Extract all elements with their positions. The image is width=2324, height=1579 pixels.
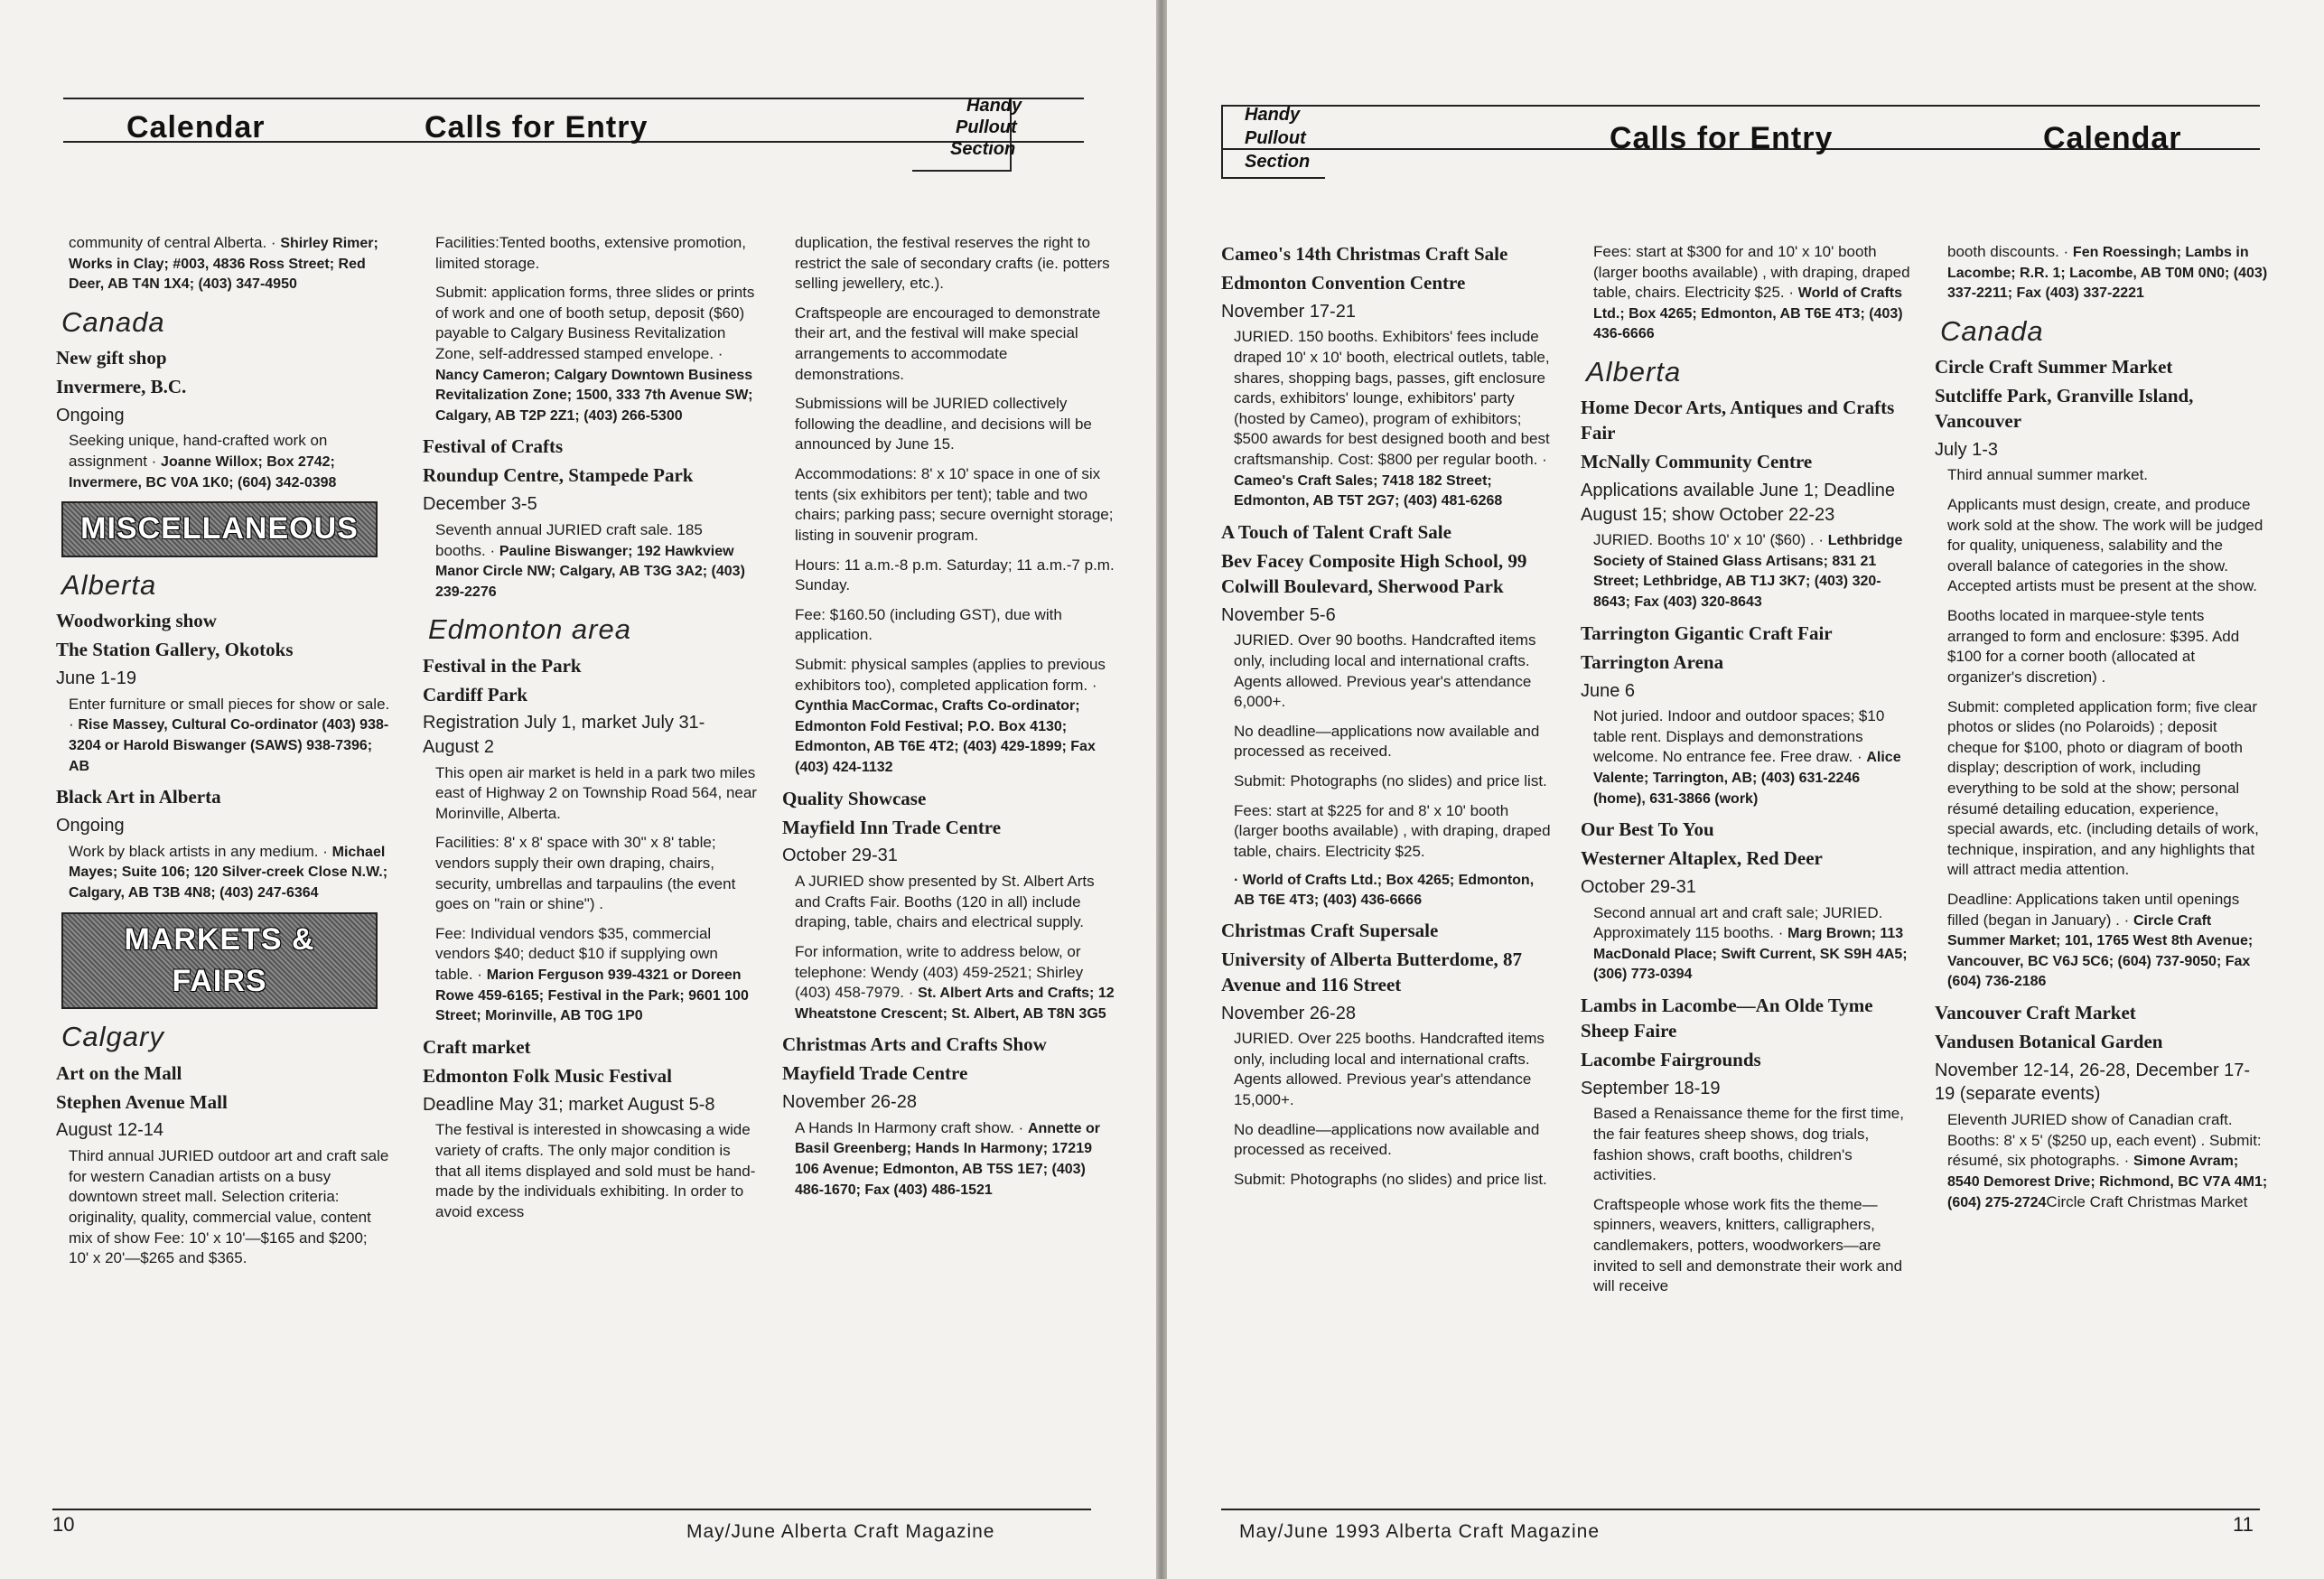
right-column-1 (1221, 242, 1555, 1200)
event-title: Cameo's 14th Christmas Craft Sale (1221, 243, 1508, 265)
footer-rule (52, 1509, 1091, 1510)
event-title: Our Best To You (1581, 818, 1714, 841)
event-body: Booths located in marquee-style tents arranged to form and enclosure: $395. Add $100 for a corner booth (allocated at organizer's discretion) . (1947, 607, 2240, 686)
event-body: Second annual art and craft sale; JURIED. Approximately 115 booths. · Marg Brown; 113 MacDonald Place; Swift Current, SK S9H 4A5; (306) 773-0394 (1593, 903, 1908, 983)
footer-text: May/June Alberta Craft Magazine (686, 1521, 995, 1542)
section-canada: Canada (1940, 314, 2044, 347)
section-canada: Canada (61, 305, 165, 338)
pullout-label: Pullout (1245, 128, 1306, 148)
event-title: Craft market (423, 1035, 531, 1058)
event-place: Tarrington Arena (1581, 650, 1724, 673)
right-page (1167, 0, 2324, 1579)
page-number: 10 (52, 1513, 75, 1536)
event-date: June 6 (1581, 680, 1636, 701)
paragraph: Craftspeople are encouraged to demonstrate their art, and the festival will make special arrangements to accommodate demonstrations. (795, 304, 1101, 383)
paragraph: Facilities:Tented booths, extensive promotion, limited storage. (435, 234, 746, 272)
left-column-3 (782, 233, 1116, 1209)
event-body: No deadline—applications now available and processed as received. (1234, 1120, 1540, 1159)
event-title: Vancouver Craft Market (1935, 1002, 2136, 1024)
event-body: Fee: Individual vendors $35, commercial vendors $40; deduct $10 if supplying own table. · Marion Ferguson 939-4321 or Doreen Rowe 459-6165; Festival in the Park; 9601 100 Street; Morinville, AB T0G 1P0 (435, 924, 749, 1024)
section-label: Section (950, 139, 1016, 159)
right-column-3 (1935, 242, 2269, 1221)
event-title: Home Decor Arts, Antiques and Crafts Fair (1581, 397, 1895, 444)
event-date: Ongoing (56, 405, 125, 425)
left-page (0, 0, 1156, 1579)
event-body: A Hands In Harmony craft show. · Annette or Basil Greenberg; Hands In Harmony; 17219 106 Avenue; Edmonton, AB T5S 1E7; (403) 486-1670; Fax (403) 486-1521 (795, 1118, 1100, 1198)
event-body: Submit: Photographs (no slides) and price list. (1234, 771, 1547, 790)
event-title: Festival in the Park (423, 654, 582, 677)
banner-miscellaneous: MISCELLANEOUS (61, 501, 378, 557)
right-header (1221, 89, 2260, 179)
event-body: JURIED. Over 225 booths. Handcrafted items only, including local and international crafts. Agents allowed. Previous year's attendance 15,000+. (1234, 1030, 1545, 1109)
paragraph: Fees: start at $300 for and 10' x 10' booth (larger booths available) , with draping, draped table, chairs. Electricity $25. · World of Crafts Ltd.; Box 4265; Edmonton, AB T6E 4T3; (403) 436-6666 (1593, 243, 1910, 342)
event-place: McNally Community Centre (1581, 451, 1813, 473)
paragraph: booth discounts. · Fen Roessingh; Lambs in Lacombe; R.R. 1; Lacombe, AB T0M 0N0; (403) 337-2211; Fax (403) 337-2221 (1947, 243, 2268, 302)
event-place: Edmonton Folk Music Festival (423, 1064, 672, 1087)
event-place: Bev Facey Composite High School, 99 Colwill Boulevard, Sherwood Park (1221, 549, 1527, 597)
event-place: Cardiff Park (423, 683, 528, 705)
event-body: Submit: completed application form; five clear photos or slides (no Polaroids) ; deposit cheque for $100, photo or diagram of booth display; description of work, including everything to be sold at the show; personal résumé detailing education, experience, special awards, etc. (including details of work, technique, inspiration, and any highlights that will attract media attention. (1947, 697, 2259, 879)
paragraph: Accommodations: 8' x 10' space in one of six tents (six exhibitors per tent); table and two chairs; parking pass; secure overnight storage; listing in souvenir program. (795, 465, 1114, 544)
event-contact: · World of Crafts Ltd.; Box 4265; Edmonton, AB T6E 4T3; (403) 436-6666 (1234, 873, 1535, 908)
calendar-heading: Calendar (2043, 121, 2182, 155)
event-place: Lacombe Fairgrounds (1581, 1048, 1761, 1070)
event-title: A Touch of Talent Craft Sale (1221, 520, 1451, 543)
event-body: For information, write to address below, or telephone: Wendy (403) 459-2521; Shirley (403) 458-7979. · St. Albert Arts and Crafts; 12 Wheatstone Crescent; St. Albert, AB T8N 3G5 (795, 942, 1115, 1022)
event-body: Third annual summer market. (1947, 466, 2149, 484)
pullout-label: Pullout (956, 117, 1017, 137)
event-date: November 26-28 (1221, 1003, 1356, 1023)
event-title: Woodworking show (56, 610, 217, 632)
event-title: Christmas Craft Supersale (1221, 919, 1439, 941)
section-calgary: Calgary (61, 1021, 164, 1053)
event-body: Eleventh JURIED show of Canadian craft. Booths: 8' x 5' ($250 up, each event) . Submit: résumé, six photographs. · Simone Avram; 8540 Demorest Drive; Richmond, BC V7A 4M1; (604) 275-2724Circle Craft Christmas Market (1947, 1111, 2268, 1210)
event-title: Lambs in Lacombe—An Olde Tyme Sheep Faire (1581, 995, 1873, 1042)
event-date: Registration July 1, market July 31-August 2 (423, 713, 705, 758)
event-body: Based a Renaissance theme for the first time, the fair features sheep shows, dog trials, fashion shows, craft booths, children's activities. (1593, 1105, 1904, 1184)
event-title: Circle Craft Summer Market (1935, 356, 2173, 378)
event-body: Submit: Photographs (no slides) and price list. (1234, 1170, 1547, 1188)
footer-text: May/June 1993 Alberta Craft Magazine (1239, 1521, 1601, 1542)
event-date: Deadline May 31; market August 5-8 (423, 1094, 715, 1115)
left-column-1 (56, 233, 390, 1278)
event-place: Vandusen Botanical Garden (1935, 1030, 2163, 1052)
event-body: Enter furniture or small pieces for show or sale. · Rise Massey, Cultural Co-ordinator (403) 938-3204 or Harold Biswanger (SAWS) 938-7396; AB (69, 695, 390, 774)
event-body: No deadline—applications now available and processed as received. (1234, 722, 1540, 761)
paragraph: Submit: physical samples (applies to previous exhibitors too), completed application form. · Cynthia MacCormac, Crafts Co-ordinator; Edmonton Fold Festival; P.O. Box 4130; Edmonton, AB T6E 4T2; (403) 429-1899; Fax (403) 424-1132 (795, 655, 1106, 776)
event-place: Mayfield Trade Centre (782, 1062, 968, 1085)
event-date: November 5-6 (1221, 604, 1336, 625)
footer-rule (1221, 1509, 2260, 1510)
calls-for-entry-heading: Calls for Entry (1610, 121, 1834, 155)
event-date: June 1-19 (56, 668, 136, 689)
calls-for-entry-heading: Calls for Entry (425, 110, 649, 145)
event-date: November 26-28 (782, 1092, 917, 1113)
event-body: Not juried. Indoor and outdoor spaces; $10 table rent. Displays and demonstrations welcome. No entrance fee. Free draw. · Alice Valente; Tarrington, AB; (403) 631-2246 (home), 631-3866 (work) (1593, 707, 1901, 807)
section-alberta: Alberta (61, 569, 157, 602)
event-place: Roundup Centre, Stampede Park (423, 464, 694, 487)
intro-text: community of central Alberta. · Shirley Rimer; Works in Clay; #003, 4836 Ross Street; Red Deer, AB T4N 1X4; (403) 347-4950 (69, 234, 378, 293)
paragraph: Submissions will be JURIED collectively following the deadline, and decisions will be announced by June 15. (795, 395, 1092, 453)
section-edmonton: Edmonton area (428, 613, 631, 646)
paragraph: Submit: application forms, three slides or prints of work and one of booth setup, deposit ($60) payable to Calgary Business Revitalization Zone, self-addressed stamped envelope. · Nancy Cameron; Calgary Downtown Business Revitalization Zone; 1500, 333 7th Avenue SW; Calgary, AB T2P 2Z1; (403) 266-5300 (435, 284, 755, 424)
handy-label: Handy (1245, 105, 1301, 125)
event-date: September 18-19 (1581, 1078, 1721, 1098)
event-date: Ongoing (56, 816, 125, 836)
event-place: Edmonton Convention Centre (1221, 271, 1466, 294)
event-body: Seeking unique, hand-crafted work on assignment · Joanne Willox; Box 2742; Invermere, BC V0A 1K0; (604) 342-0398 (69, 432, 337, 491)
event-date: October 29-31 (1581, 876, 1696, 897)
event-date: November 17-21 (1221, 301, 1356, 322)
event-body: Deadline: Applications taken until openings filled (began in January) . · Circle Craft Summer Market; 101, 1765 West 8th Avenue; Vancouver, BC V6J 5C6; (604) 737-9050; Fax (604) 736-2186 (1947, 890, 2254, 990)
event-body: Seventh annual JURIED craft sale. 185 booths. · Pauline Biswanger; 192 Hawkview Manor Circle NW; Calgary, AB T3G 3A2; (403) 239-2276 (435, 520, 745, 600)
event-place: Mayfield Inn Trade Centre (782, 816, 1002, 838)
event-date: August 12-14 (56, 1120, 163, 1141)
left-header (63, 89, 1084, 179)
paragraph: Hours: 11 a.m.-8 p.m. Saturday; 11 a.m.-7 p.m. Sunday. (795, 556, 1115, 594)
left-column-2 (423, 233, 757, 1231)
paragraph: duplication, the festival reserves the right to restrict the sale of secondary crafts (ie. potters selling jewellery, etc.). (795, 234, 1110, 293)
event-body: A JURIED show presented by St. Albert Arts and Crafts Fair. Booths (120 in all) include draping, table, chairs and electrical supply. (795, 873, 1095, 931)
section-alberta: Alberta (1586, 356, 1682, 388)
event-date: November 12-14, 26-28, December 17-19 (separate events) (1935, 1060, 2251, 1105)
event-title: New gift shop (56, 347, 167, 369)
header-rule-top (1221, 105, 2260, 107)
event-title: Black Art in Alberta (56, 786, 221, 808)
right-column-2 (1581, 242, 1915, 1306)
page-number: 11 (2233, 1513, 2254, 1536)
event-body: JURIED. 150 booths. Exhibitors' fees include draped 10' x 10' booth, electrical outlets, table, shares, shopping bags, passes, gift enclosure cards, exhibitors' lounge, exhibitors' party (hosted by Cameo), program of exhibitors; $500 awards for best designed booth and best craftsmanship. Cost: $800 per regular booth. · Cameo's Craft Sales; 7418 182 Street; Edmonton, AB T5T 2G7; (403) 481-6268 (1234, 328, 1550, 509)
event-body: The festival is interested in showcasing a wide variety of crafts. The only major condition is that all items displayed and sold must be hand-made by the individuals exhibiting. In order to avoid excess (435, 1121, 756, 1220)
event-title: Festival of Crafts (423, 435, 564, 458)
banner-markets-fairs: MARKETS & FAIRS (61, 912, 378, 1010)
event-title: Tarrington Gigantic Craft Fair (1581, 621, 1833, 644)
event-body: Work by black artists in any medium. · Michael Mayes; Suite 106; 120 Silver-creek Close N.W.; Calgary, AB T3B 4N8; (403) 247-6364 (69, 842, 388, 902)
event-body: Fees: start at $225 for and 8' x 10' booth (larger booths available) , with draping, draped table, chairs. Electricity $25. (1234, 801, 1551, 860)
event-place: The Station Gallery, Okotoks (56, 639, 294, 661)
event-title: Quality Showcase (782, 787, 927, 809)
calendar-heading: Calendar (126, 110, 266, 145)
handy-label: Handy (966, 96, 1022, 116)
event-body: This open air market is held in a park two miles east of Highway 2 on Township Road 564, near Morinville, Alberta. (435, 763, 757, 822)
event-title: Christmas Arts and Crafts Show (782, 1033, 1047, 1056)
event-title: Art on the Mall (56, 1061, 182, 1084)
section-label: Section (1245, 152, 1311, 172)
event-date: July 1-3 (1935, 439, 1999, 460)
event-body: Craftspeople whose work fits the theme—spinners, weavers, knitters, calligraphers, candlemakers, potters, woodworkers—are invited to sell and demonstrate their work and will receive (1593, 1195, 1903, 1295)
event-place: Stephen Avenue Mall (56, 1090, 228, 1113)
event-body: Third annual JURIED outdoor art and craft sale for western Canadian artists on a busy downtown street mall. Selection criteria: originality, quality, commercial value, content mix of show Fee: 10' x 10'—$165 and $200; 10' x 20'—$265 and $365. (69, 1147, 389, 1267)
event-place: University of Alberta Butterdome, 87 Avenue and 116 Street (1221, 948, 1523, 995)
event-date: Applications available June 1; Deadline August 15; show October 22-23 (1581, 481, 1896, 525)
event-body: Facilities: 8' x 8' space with 30" x 8' table; vendors supply their own draping, chairs, security, umbrellas and tarpaulins (the event goes on "rain or shine") . (435, 834, 736, 913)
event-place: Westerner Altaplex, Red Deer (1581, 847, 1823, 870)
paragraph: Fee: $160.50 (including GST), due with application. (795, 605, 1062, 644)
page-gutter (1156, 0, 1167, 1579)
event-date: December 3-5 (423, 494, 537, 515)
event-body: Applicants must design, create, and produce work sold at the show. The work will be judged for quality, uniqueness, salability and the overall balance of categories in the show. Accepted artists must be present at the show. (1947, 496, 2263, 595)
event-place: Sutcliffe Park, Granville Island, Vancouver (1935, 384, 2194, 432)
event-date: October 29-31 (782, 846, 898, 866)
event-body: JURIED. Booths 10' x 10' ($60) . · Lethbridge Society of Stained Glass Artisans; 831 21 Street; Lethbridge, AB T1J 3K7; (403) 320-8643; Fax (403) 320-8643 (1593, 531, 1903, 611)
event-place: Invermere, B.C. (56, 375, 187, 397)
event-body: JURIED. Over 90 booths. Handcrafted items only, including local and international crafts. Agents allowed. Previous year's attendance 6,000+. (1234, 631, 1536, 711)
